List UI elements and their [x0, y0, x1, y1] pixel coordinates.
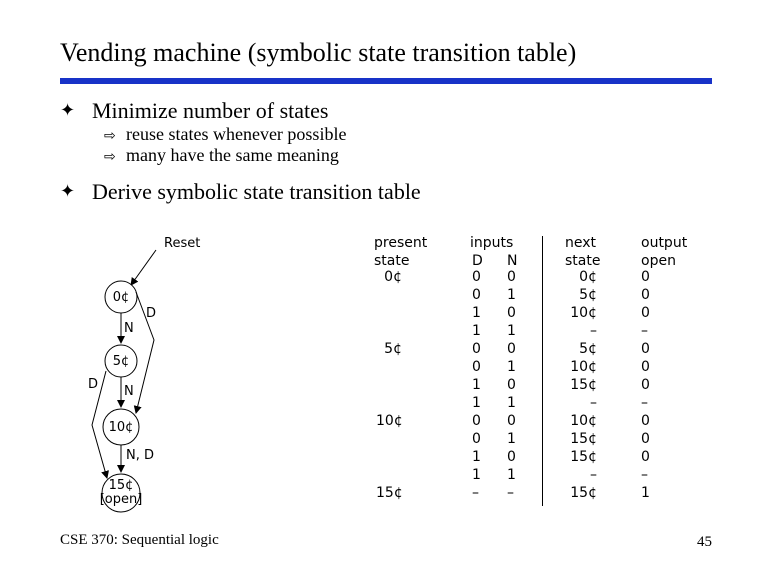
- state-15-label: 15¢: [108, 478, 134, 493]
- arrow-bullet-icon: ⇨: [104, 150, 116, 165]
- cell-input-n: 0: [507, 341, 516, 357]
- cell-present-state: 5¢: [384, 341, 402, 357]
- cell-output-open: 0: [641, 341, 650, 357]
- cell-next-state: 15¢: [570, 377, 597, 393]
- cell-next-state: 5¢: [579, 287, 597, 303]
- cell-present-state: [376, 430, 402, 448]
- cell-input-n: 0: [507, 377, 516, 393]
- cell-input-d: 0: [472, 341, 481, 357]
- cell-input-n: 1: [507, 323, 516, 339]
- cell-next-state: –: [590, 323, 597, 339]
- column-output-open: [641, 268, 650, 502]
- cell-present-state: 10¢: [376, 413, 403, 429]
- cell-input-n: 1: [507, 395, 516, 411]
- cell-next-state: 15¢: [570, 449, 597, 465]
- cell-output-open: 0: [641, 377, 650, 393]
- cell-present-state: [376, 322, 402, 340]
- cell-next-state: 0¢: [579, 269, 597, 285]
- cell-next-state: 10¢: [570, 305, 597, 321]
- sub-bullet-2: [104, 145, 339, 166]
- state-0-label: 0¢: [112, 290, 130, 305]
- cell-input-d: 1: [472, 377, 481, 393]
- cell-input-d: 1: [472, 449, 481, 465]
- cell-input-n: –: [507, 485, 514, 501]
- header-next-state: [565, 234, 600, 270]
- cell-input-d: –: [472, 485, 479, 501]
- header-present-line2: state: [374, 253, 410, 269]
- cell-next-state: –: [590, 395, 597, 411]
- cell-input-d: 0: [472, 413, 481, 429]
- edge-d2-label: D: [88, 377, 99, 392]
- cell-input-n: 0: [507, 305, 516, 321]
- cell-output-open: 0: [641, 269, 650, 285]
- column-present-state: [376, 268, 402, 502]
- cell-output-open: 0: [641, 449, 650, 465]
- state-5-label: 5¢: [112, 354, 130, 369]
- state-15-output: [open]: [99, 492, 143, 507]
- cell-present-state: 0¢: [384, 269, 402, 285]
- cell-present-state: [376, 376, 402, 394]
- cell-input-n: 0: [507, 269, 516, 285]
- cell-output-open: –: [641, 395, 648, 411]
- header-input-n: N: [507, 253, 518, 269]
- cross-bullet-icon: ✦: [60, 100, 76, 120]
- footer-course: CSE 370: Sequential logic: [60, 532, 219, 548]
- cell-output-open: –: [641, 467, 648, 483]
- edge-d1-label: D: [146, 306, 157, 321]
- column-input-d: [472, 268, 481, 502]
- cell-input-d: 0: [472, 359, 481, 375]
- cell-input-d: 1: [472, 305, 481, 321]
- cell-input-n: 1: [507, 287, 516, 303]
- state-diagram: [80, 230, 220, 520]
- cell-next-state: 5¢: [579, 341, 597, 357]
- cell-input-n: 1: [507, 431, 516, 447]
- column-next-state: [562, 268, 597, 502]
- cell-input-d: 0: [472, 269, 481, 285]
- table-divider: [542, 236, 543, 506]
- edge-nd-label: N, D: [126, 448, 154, 463]
- title-rule: [60, 78, 712, 84]
- header-inputs-label: inputs: [470, 235, 514, 251]
- cell-input-n: 1: [507, 467, 516, 483]
- sub-bullet-2-text: many have the same meaning: [126, 145, 339, 165]
- cell-present-state: 15¢: [376, 485, 403, 501]
- bullet-2-text: Derive symbolic state transition table: [92, 179, 421, 204]
- header-next-line2: state: [565, 253, 601, 269]
- header-output-line1: output: [641, 235, 688, 251]
- cell-next-state: –: [590, 467, 597, 483]
- cell-input-d: 1: [472, 467, 481, 483]
- cell-output-open: 0: [641, 305, 650, 321]
- reset-label: Reset: [164, 236, 201, 251]
- cell-next-state: 15¢: [570, 485, 597, 501]
- edge-n1-label: N: [124, 321, 134, 336]
- edge-n2-label: N: [124, 384, 134, 399]
- header-present-line1: present: [374, 235, 428, 251]
- cell-output-open: 0: [641, 287, 650, 303]
- bullet-1-text: Minimize number of states: [92, 98, 329, 123]
- header-output: [641, 234, 687, 270]
- cell-present-state: [376, 286, 402, 304]
- cell-next-state: 10¢: [570, 359, 597, 375]
- header-inputs: [470, 234, 513, 252]
- cell-input-n: 1: [507, 359, 516, 375]
- cell-present-state: [376, 394, 402, 412]
- cell-output-open: 0: [641, 413, 650, 429]
- state-10-label: 10¢: [108, 420, 134, 435]
- reset-arrow: [131, 250, 156, 285]
- header-next-line1: next: [565, 235, 597, 251]
- header-present-state: [374, 234, 427, 270]
- cell-input-d: 1: [472, 323, 481, 339]
- cell-present-state: [376, 466, 402, 484]
- cell-input-d: 0: [472, 287, 481, 303]
- sub-bullet-1: [104, 124, 346, 145]
- slide-title: Vending machine (symbolic state transition table): [60, 38, 577, 67]
- page-number: 45: [697, 534, 712, 550]
- cell-input-n: 0: [507, 449, 516, 465]
- cell-input-n: 0: [507, 413, 516, 429]
- header-output-line2: open: [641, 253, 676, 269]
- sub-bullet-1-text: reuse states whenever possible: [126, 124, 347, 144]
- cell-next-state: 15¢: [570, 431, 597, 447]
- arrow-bullet-icon: ⇨: [104, 129, 116, 144]
- cell-next-state: 10¢: [570, 413, 597, 429]
- cell-input-d: 1: [472, 395, 481, 411]
- cell-output-open: 0: [641, 431, 650, 447]
- cell-present-state: [376, 304, 402, 322]
- cell-output-open: –: [641, 323, 648, 339]
- header-input-d: D: [472, 253, 483, 269]
- cell-output-open: 0: [641, 359, 650, 375]
- cell-output-open: 1: [641, 485, 650, 501]
- cross-bullet-icon: ✦: [60, 181, 76, 201]
- cell-input-d: 0: [472, 431, 481, 447]
- cell-present-state: [376, 448, 402, 466]
- column-input-n: [507, 268, 516, 502]
- cell-present-state: [376, 358, 402, 376]
